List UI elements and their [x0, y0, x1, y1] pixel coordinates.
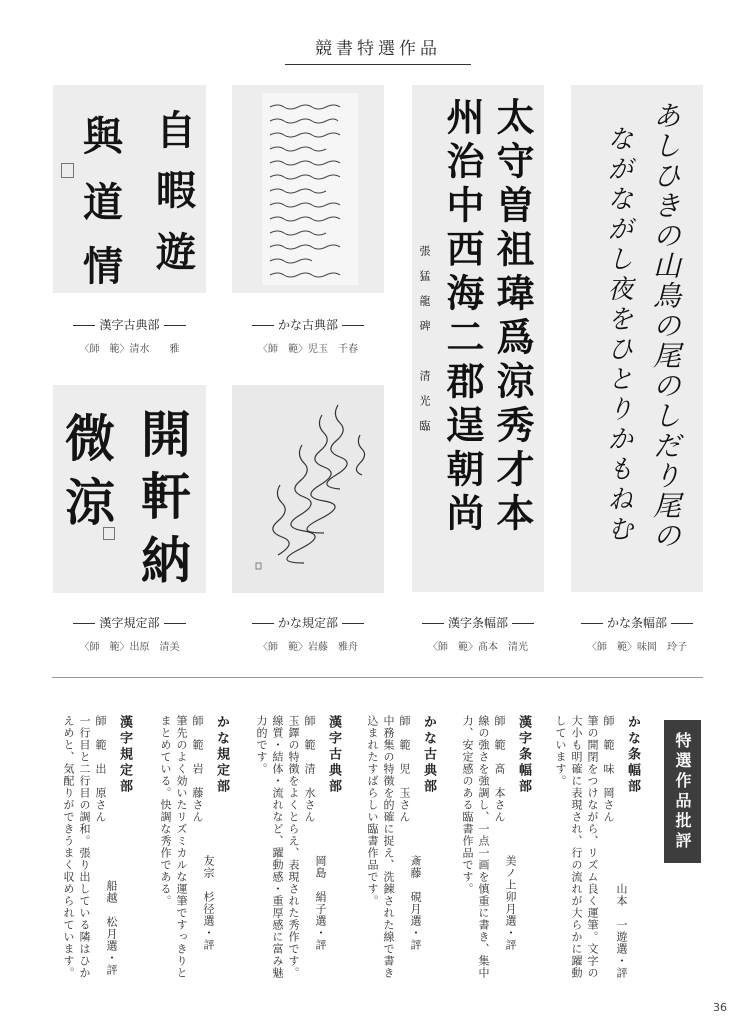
- critique-line: 線の強さを強調し、一点一画を慎重に書き、集中: [477, 715, 490, 979]
- artwork-kana-rule: [232, 385, 384, 593]
- critique-heading: かな規定部: [214, 715, 229, 795]
- art-char: 情: [83, 243, 123, 290]
- art-char: 微: [65, 409, 115, 468]
- critique-heading: かな条幅部: [625, 715, 640, 795]
- critique-teacher: 師 範 清 水さん: [303, 715, 316, 823]
- critique-line: しています。: [554, 715, 567, 787]
- critique-line: 力的です。: [255, 715, 268, 775]
- critique-reviewer: 友宗 杉径選・評: [202, 855, 215, 951]
- critique-line: 筆先のよく効いたリズミカルな運筆ですっきりと: [175, 715, 188, 979]
- work-category: [232, 316, 384, 333]
- seal-stamp: [103, 527, 115, 540]
- critique-teacher: 師 範 岩 藤さん: [191, 715, 204, 823]
- kana-rule-script: [232, 385, 384, 593]
- scroll-signature: 張猛龍碑 清光臨: [418, 245, 431, 445]
- critique-line: 中務集の特徴を的確に捉え、洗錬された線で書き: [382, 715, 395, 979]
- artwork-kanji-scroll: [412, 85, 544, 592]
- art-char: 道: [83, 179, 123, 226]
- work-teacher: 〈師 範〉味岡 玲子: [587, 642, 687, 653]
- critique-line: 力、安定感のある臨書作品です。: [461, 715, 474, 895]
- work-category: [412, 614, 544, 631]
- critique-reviewer: 山本 一遊選・評: [615, 883, 628, 979]
- seal-stamp: [61, 163, 74, 178]
- scroll-column: ながながし夜をひとりかもねむ: [603, 125, 633, 545]
- work-teacher: 〈師 範〉出原 清美: [79, 642, 180, 653]
- critique-line: 一行目と二行目の調和。張り出している隣はひか: [78, 715, 91, 979]
- critique-reviewer: 船越 松月選・評: [105, 880, 118, 976]
- category-label: かな規定部: [277, 616, 338, 630]
- critique-reviewer: 岡島 絹子選・評: [314, 855, 327, 951]
- work-teacher: 〈師 範〉岩藤 雅舟: [258, 642, 358, 653]
- category-label: 漢字古典部: [99, 318, 160, 332]
- critique-reviewer: 斎藤 硯月選・評: [409, 855, 422, 951]
- critique-heading: かな古典部: [421, 715, 436, 795]
- critique-teacher: 師 範 味 岡さん: [602, 715, 615, 823]
- artwork-kana-classic: [232, 85, 384, 293]
- critique-line: 玉鐸の特徴をよくとらえ、表現された秀作です。: [287, 715, 300, 979]
- artwork-kanji-rule: [53, 385, 206, 593]
- art-char: 軒: [141, 467, 191, 526]
- critique-line: まとめている。快調な秀作である。: [159, 715, 172, 907]
- art-char: 與: [83, 113, 123, 160]
- art-char: 遊: [156, 229, 196, 276]
- critique-teacher: 師 範 出 原さん: [94, 715, 107, 823]
- section-divider: [52, 677, 703, 678]
- art-char: 涼: [65, 473, 115, 532]
- critique-teacher: 師 範 児 玉さん: [398, 715, 411, 823]
- critique-line: 筆の開閉をつけながら、リズム良く運筆。文字の: [586, 715, 599, 979]
- page-number: 36: [713, 1001, 727, 1014]
- critique-heading: 漢字古典部: [326, 715, 341, 795]
- category-label: かな条幅部: [606, 616, 667, 630]
- art-char: 自: [156, 107, 196, 154]
- art-char: 開: [141, 405, 191, 464]
- category-label: かな古典部: [277, 318, 338, 332]
- work-category: [53, 316, 206, 333]
- critique-teacher: 師 範 髙 本さん: [493, 715, 506, 823]
- artwork-kanji-classic: [53, 85, 206, 293]
- page-title: 競書特選作品: [285, 34, 471, 65]
- critique-line: 線質・結体・流れなど、躍動感・重厚感に富み魅: [271, 715, 284, 979]
- work-teacher: 〈師 範〉児玉 千春: [258, 344, 358, 355]
- work-category: [232, 614, 384, 631]
- artwork-kana-scroll: [571, 85, 703, 592]
- work-category: [571, 614, 703, 631]
- art-char: 暇: [156, 167, 196, 214]
- work-category: [53, 614, 206, 631]
- scroll-column: あしひきの山鳥の尾のしだり尾の: [649, 101, 682, 551]
- critique-line: 込まれたすばらしい臨書作品です。: [366, 715, 379, 907]
- art-char: 納: [141, 531, 191, 590]
- work-teacher: 〈師 範〉清水 雅: [79, 344, 180, 355]
- critique-heading: 漢字条幅部: [516, 715, 531, 795]
- critique-badge: 特選作品批評: [664, 720, 701, 863]
- critique-line: えめと、気配りができうまく収められています。: [62, 715, 75, 979]
- category-label: 漢字規定部: [99, 616, 160, 630]
- work-teacher: 〈師 範〉髙本 清光: [428, 642, 528, 653]
- kana-classic-script: [232, 85, 384, 293]
- critique-heading: 漢字規定部: [117, 715, 132, 795]
- scroll-column: 州治中西海二郡逞朝尚: [440, 97, 485, 537]
- critique-reviewer: 美ノ上卯月選・評: [504, 855, 517, 951]
- category-label: 漢字条幅部: [447, 616, 508, 630]
- critique-line: 大小も明確に表現され、行の流れが大らかに躍動: [570, 715, 583, 979]
- scroll-column: 太守曽祖瑋爲涼秀才本: [490, 97, 535, 537]
